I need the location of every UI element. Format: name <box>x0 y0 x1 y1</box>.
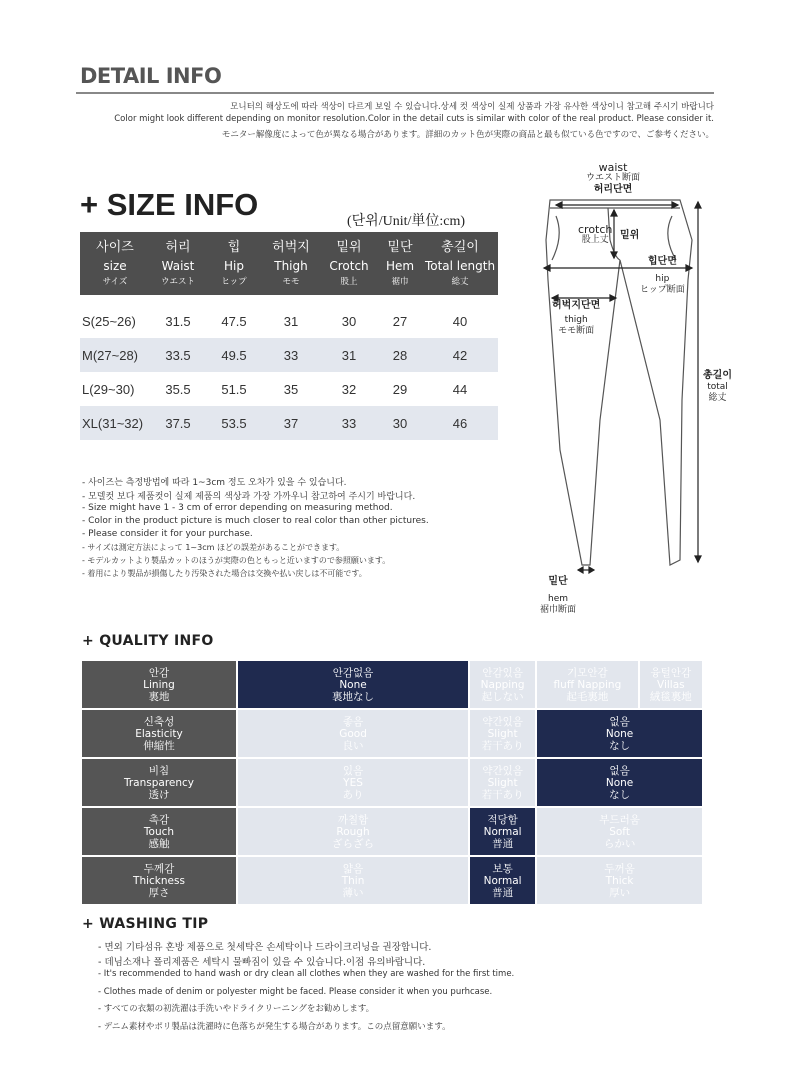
table-row <box>80 372 498 406</box>
pants-diagram <box>520 150 720 620</box>
pants-outline-icon <box>546 200 692 565</box>
hip-cell: 49.5 <box>206 338 262 372</box>
hem-cell: 29 <box>392 381 408 397</box>
quality-label: 신축성 Elasticity 伸縮性 <box>82 710 236 757</box>
quality-row-transparency <box>82 759 702 806</box>
size-note: - 사이즈는 측정방법에 따라 1~3cm 정도 오차가 있을 수 있습니다. <box>82 478 347 488</box>
waist-cell: 31.5 <box>165 313 191 329</box>
header-hip: 힙 Hip ヒップ <box>206 232 262 295</box>
hip-label: 힙단면 hip ヒップ断面 <box>640 256 685 295</box>
total-length-cell: 42 <box>422 338 498 372</box>
table-row <box>80 406 498 440</box>
thigh-cell: 33 <box>262 338 320 372</box>
total-length-label: 총길이 total 総丈 <box>703 370 732 403</box>
size-table-header <box>80 232 498 295</box>
quality-row-thickness <box>82 857 702 904</box>
header-thigh: 허벅지 Thigh モモ <box>262 232 320 295</box>
detail-info-title: DETAIL INFO <box>80 64 222 88</box>
size-table <box>80 232 498 440</box>
hem-label: 밑단 hem 裾巾断面 <box>540 576 577 615</box>
size-cell: M(27~28) <box>80 338 150 372</box>
unit-label: (단위/Unit/単位:cm) <box>347 214 466 229</box>
size-cell: S(25~26) <box>82 313 136 329</box>
hip-cell: 51.5 <box>221 381 247 397</box>
crotch-cell: 33 <box>320 406 378 440</box>
size-note: - Please consider it for your purchase. <box>82 529 253 539</box>
header-note-jp: モニター解像度によって色が異なる場合があります。詳細のカット色が実際の商品と最も似ている色ですので、ご参考ください。 <box>221 130 714 140</box>
washing-tip-line: - 면외 기타섬유 혼방 제품으로 첫세탁은 손세탁이나 드라이크리닝을 권장합니다. <box>98 942 432 953</box>
quality-label: 두께감 Thickness 厚さ <box>82 857 236 904</box>
washing-tip-line: - It's recommended to hand wash or dry clean all clothes when they are washed for the first time. <box>98 969 515 979</box>
table-gap <box>80 295 498 304</box>
crotch-cell: 31 <box>320 338 378 372</box>
waist-cell: 33.5 <box>150 338 206 372</box>
quality-option-selected: 없음 None なし <box>537 759 702 806</box>
quality-option: 얇음 Thin 薄い <box>238 857 468 904</box>
size-note: - サイズは測定方法によって 1~3cm ほどの誤差があることができます。 <box>82 543 345 552</box>
washing-tip-title: + WASHING TIP <box>82 916 209 932</box>
total-length-cell: 44 <box>452 381 468 397</box>
hem-cell: 27 <box>392 313 408 329</box>
crotch-cell: 30 <box>341 313 357 329</box>
size-note: - Size might have 1 - 3 cm of error depending on measuring method. <box>82 503 393 513</box>
header-total-length: 총길이 Total length 総丈 <box>422 232 498 295</box>
size-cell: L(29~30) <box>82 381 135 397</box>
washing-tip-line: - デニム素材やポリ製品は洗濯時に色落ちが発生する場合があります。この点留意願います。 <box>98 1022 451 1032</box>
header-hem: 밑단 Hem 裾巾 <box>378 232 422 295</box>
quality-option: 부드러움 Soft らかい <box>537 808 702 855</box>
quality-row-elasticity <box>82 710 702 757</box>
header-note-en: Color might look different depending on monitor resolution.Color in the detail cuts is similar with color of the real product. Please consider it. <box>114 114 714 124</box>
quality-option-selected: 안감없음 None 裏地なし <box>238 661 468 708</box>
table-row <box>80 338 498 372</box>
size-cell: XL(31~32) <box>80 406 150 440</box>
hem-cell: 30 <box>378 406 422 440</box>
total-length-cell: 46 <box>422 406 498 440</box>
quality-label: 비침 Transparency 透け <box>82 759 236 806</box>
size-note: - 모델컷 보다 제품컷이 실제 제품의 색상과 가장 가까우니 참고하여 주시기 바랍니다. <box>82 492 416 502</box>
waist-cell: 35.5 <box>165 381 191 397</box>
washing-tip-line: - すべての衣類の初洗濯は手洗いやドライクリーニングをお勧めします。 <box>98 1004 375 1014</box>
thigh-label: 허벅지단면 thigh モモ断面 <box>552 300 601 336</box>
quality-option: 두꺼움 Thick 厚い <box>537 857 702 904</box>
washing-tip-line: - Clothes made of denim or polyester might be faced. Please consider it when you purhcase. <box>98 987 493 997</box>
quality-option: 융털안감 Villas 絨毯裏地 <box>640 661 702 708</box>
hem-cell: 28 <box>378 338 422 372</box>
quality-label: 안감 Lining 裏地 <box>82 661 236 708</box>
quality-option-selected: 적당함 Normal 普通 <box>470 808 535 855</box>
waist-label: waist ウエスト断面 허리단면 <box>586 161 641 195</box>
quality-label: 촉감 Touch 感触 <box>82 808 236 855</box>
quality-row-touch <box>82 808 702 855</box>
size-note: - モデルカットより製品カットのほうが実際の色ともっと近いますので参照願います。 <box>82 556 391 565</box>
size-info-title: + SIZE INFO <box>80 187 259 222</box>
hip-cell: 47.5 <box>221 313 247 329</box>
header-divider <box>76 92 714 94</box>
crotch-label: crotch 股上丈 <box>578 223 613 245</box>
quality-option-selected: 보통 Normal 普通 <box>470 857 535 904</box>
waist-cell: 37.5 <box>150 406 206 440</box>
table-row <box>80 304 498 338</box>
quality-option: 안감있음 Napping 起しない <box>470 661 535 708</box>
quality-row-lining <box>82 661 702 708</box>
quality-option: 약간있음 Slight 若干あり <box>470 759 535 806</box>
size-note: - 着用により製品が損傷したり汚染された場合は交換や払い戻しは不可能です。 <box>82 569 367 578</box>
hip-cell: 53.5 <box>206 406 262 440</box>
crotch-cell: 32 <box>341 381 357 397</box>
header-crotch: 밑위 Crotch 股上 <box>320 232 378 295</box>
quality-info-title: + QUALITY INFO <box>82 633 214 649</box>
quality-option: 있음 YES あり <box>238 759 468 806</box>
quality-option: 좋음 Good 良い <box>238 710 468 757</box>
crotch-label-ko: 밑위 <box>620 230 640 241</box>
thigh-cell: 37 <box>262 406 320 440</box>
quality-option-selected: 없음 None なし <box>537 710 702 757</box>
quality-option: 까칠함 Rough ざらざら <box>238 808 468 855</box>
quality-option: 기모안감 fluff Napping 起毛裏地 <box>537 661 637 708</box>
header-waist: 허리 Waist ウエスト <box>150 232 206 295</box>
total-length-cell: 40 <box>452 313 468 329</box>
header-note-ko: 모니터의 해상도에 따라 색상이 다르게 보일 수 있습니다.상세 컷 색상이 실제 상품과 가장 유사한 색상이니 참고해 주시기 바랍니다 <box>230 102 714 112</box>
washing-tip-line: - 데님소재나 폴리제품은 세탁시 물빠짐이 있을 수 있습니다.이점 유의바랍니다. <box>98 957 426 968</box>
thigh-cell: 31 <box>283 313 299 329</box>
thigh-cell: 35 <box>283 381 299 397</box>
quality-option: 약간있음 Slight 若干あり <box>470 710 535 757</box>
size-note: - Color in the product picture is much closer to real color than other pictures. <box>82 516 429 526</box>
header-size: 사이즈 size サイズ <box>80 232 150 295</box>
quality-table <box>80 659 704 906</box>
